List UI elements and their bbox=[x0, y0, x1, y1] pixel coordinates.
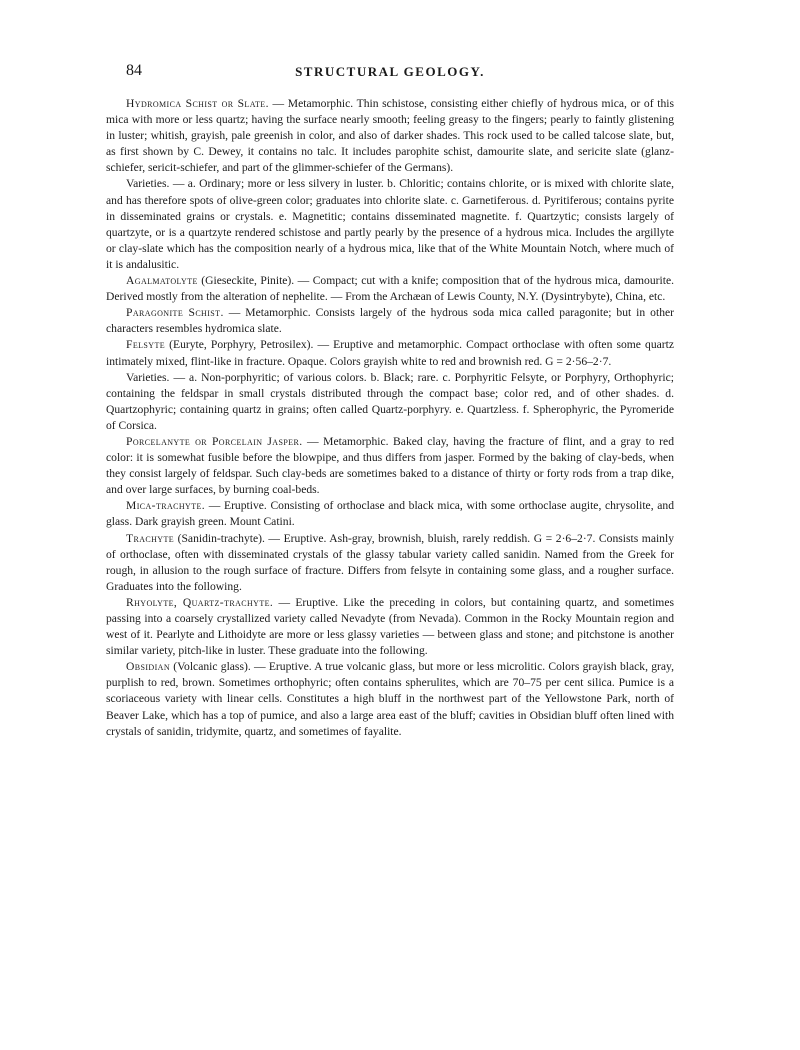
paragraph-text: — Metamorphic. Baked clay, having the fracture of flint, and a gray to red color: it is somewhat fusible before the blowpipe, and thus differs from jasper. Formed by the baking of clay-beds, when they consist largely of feldspar. Such clay-beds are sometimes baked to a distance of thirty or forty rods from a trap dike, and over large surfaces, by burning coal-beds. bbox=[106, 434, 674, 497]
paragraph-text: (Euryte, Porphyry, Petrosilex). — Eruptive and metamorphic. Compact orthoclase with often some quartz intimately mixed, flint-like in fracture. Opaque. Colors grayish white to red and brownish red. G = 2·56–2·7. bbox=[106, 338, 674, 368]
paragraph-text: — Metamorphic. Consists largely of the hydrous soda mica called paragonite; but in other characters resembles hydromica slate. bbox=[106, 306, 674, 336]
paragraph-text: — Metamorphic. Thin schistose, consisting either chiefly of hydrous mica, or of this mica with more or less quartz; having the surface nearly smooth; feeling greasy to the fingers; pearly to faintly glistening in luster; whitish, grayish, pale greenish in color, and also of darker shades. This rock used to be called talcose slate, but, as first shown by C. Dewey, it contains no talc. It includes parophite schist, damourite slate, and sericite slate (glanz-schiefer, sericit-schiefer, and part of the glimmer-schiefer of the Germans). bbox=[106, 97, 674, 175]
page-number: 84 bbox=[126, 62, 142, 79]
paragraph-text: Varieties. — a. Ordinary; more or less silvery in luster. b. Chloritic; contains chlorite, or is mixed with chlorite slate, and has therefore spots of olive-green color; graduates into chlorite slate. c. Garnetiferous. d. Pyritiferous; contains pyrite in disseminated grains or crystals. e. Magnetitic; contains disseminated magnetite. f. Quartzytic; consists largely of quartzyte, or is a quartzyte rendered schistose and partly pearly by the presence of a hydrous mica. Includes the argillyte or clay-slate which has the composition nearly of a hydrous mica, like that of the White Mountain Notch, where much of it is andalusitic. bbox=[106, 177, 674, 271]
paragraph-porcelanyte bbox=[106, 434, 674, 498]
rock-term: Hydromica Schist or Slate. bbox=[126, 97, 269, 110]
paragraph-text: — Eruptive. Like the preceding in colors, but containing quartz, and sometimes passing into a coarsely crystallized variety called Nevadyte (from Nevada). Common in the Rocky Mountain region and west of it. Pearlyte and Lithoidyte are more or less glassy varieties — between glass and stone; and pitchstone is another similar variety, pitch-like in luster. These graduate into the following. bbox=[106, 595, 674, 658]
paragraph-agalmatolyte bbox=[106, 273, 674, 305]
rock-term: Agalmatolyte bbox=[126, 274, 198, 288]
paragraph-text: Varieties. — a. Non-porphyritic; of various colors. b. Black; rare. c. Porphyritic Felsyte, or Porphyry, Orthophyric; containing the feldspar in small crystals distributed through the compact base; color red, and of other shades. d. Quartzophyric; containing quartz in grains; often called Quartz-porphyry. e. Quartzless. f. Spherophyric, the Pyromeride of Corsica. bbox=[106, 370, 674, 432]
paragraph-text: (Gieseckite, Pinite). — Compact; cut with a knife; composition that of the hydrous mica, damourite. Derived mostly from the alteration of nephelite. — From the Archæan of Lewis County, N.Y. (Dysintrybyte), China, etc. bbox=[106, 274, 674, 304]
page-body bbox=[106, 96, 674, 740]
rock-term: Rhyolyte, Quartz-trachyte. bbox=[126, 595, 274, 609]
paragraph-text: — Eruptive. Consisting of orthoclase and black mica, with some orthoclase augite, chrysolite, and glass. Dark grayish green. Mount Catini. bbox=[106, 499, 674, 529]
rock-term: Mica-trachyte. bbox=[126, 499, 206, 513]
paragraph-hydromica-schist bbox=[106, 96, 674, 176]
running-title: STRUCTURAL GEOLOGY. bbox=[295, 64, 485, 79]
paragraph-rhyolyte bbox=[106, 595, 674, 659]
paragraph-text: (Volcanic glass). — Eruptive. A true volcanic glass, but more or less microlitic. Colors grayish black, gray, purplish to red, brown. Sometimes orthophyric; often contains spherulites, which are 70–75 per cent silica. Pumice is a scoriaceous variety with linear cells. Constitutes a high bluff in the northwest part of the Yellowstone Park, north of Beaver Lake, which has a top of pumice, and also a large area east of the bluff; cavities in Obsidian bluff often lined with crystals of sanidin, tridymite, quartz, and sometimes of fayalite. bbox=[106, 660, 674, 738]
rock-term: Felsyte bbox=[126, 338, 166, 352]
paragraph-paragonite-schist bbox=[106, 305, 674, 337]
paragraph-hydromica-varieties bbox=[106, 176, 674, 273]
page-header bbox=[106, 62, 674, 82]
paragraph-trachyte bbox=[106, 531, 674, 595]
rock-term: Obsidian bbox=[126, 660, 171, 674]
book-page bbox=[106, 62, 674, 740]
rock-term: Paragonite Schist. bbox=[126, 306, 224, 320]
paragraph-text: (Sanidin-trachyte). — Eruptive. Ash-gray, brownish, bluish, rarely reddish. G = 2·6–2·7. Consists mainly of orthoclase, often with disseminated crystals of the glassy tabular variety called sanidin. Named from the Greek for rough, in allusion to the rough surface of fracture. Differs from felsyte in containing some glass, and a rougher surface. Graduates into the following. bbox=[106, 531, 674, 593]
paragraph-mica-trachyte bbox=[106, 498, 674, 530]
rock-term: Trachyte bbox=[126, 531, 175, 545]
rock-term: Porcelanyte or Porcelain Jasper. bbox=[126, 434, 303, 448]
paragraph-felsyte bbox=[106, 337, 674, 369]
paragraph-obsidian bbox=[106, 659, 674, 739]
paragraph-felsyte-varieties bbox=[106, 370, 674, 434]
